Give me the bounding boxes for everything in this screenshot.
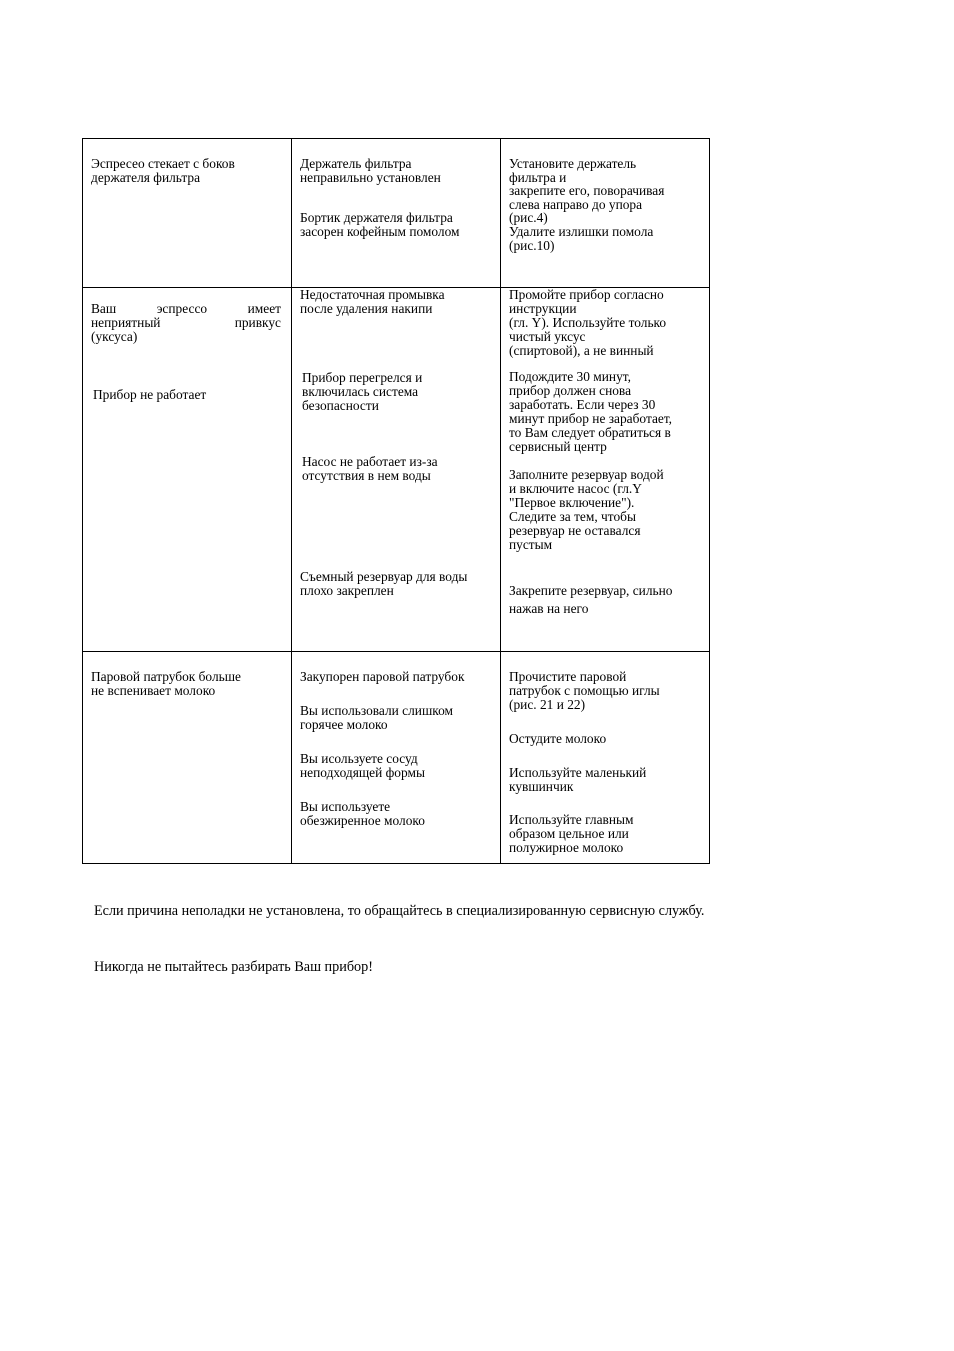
row-divider [83,651,709,652]
disassembly-warning: Никогда не пытайтесь разбирать Ваш прибор! [94,959,373,975]
problem-cell: Прибор не работает [93,387,207,402]
cause-cell: Вы исользуете сосуд неподходящей формы [300,751,425,780]
cause-cell: Насос не работает из-за отсутствия в нем воды [302,454,438,483]
solution-cell: Подождите 30 минут, прибор должен снова заработать. Если через 30 минут прибор не заработает, то Вам следует обратиться в сервисный центр [509,369,673,454]
solution-cell: Используйте главным образом цельное или полужирное молоко [509,812,634,855]
cause-cell: Съемный резервуар для воды плохо закреплен [300,569,468,598]
solution-cell: Используйте маленький кувшинчик [509,765,647,794]
column-divider [500,139,501,863]
solution-cell: Установите держатель фильтра и закрепите его, поворачивая слева направо до упора (рис.4) Удалите излишки помола (рис.10) [509,156,665,253]
problem-cell: Эспресео стекает с боков держателя фильтра [91,156,235,185]
cause-cell: Вы использовали слишком горячее молоко [300,703,454,732]
solution-cell: Остудите молоко [509,731,607,746]
cause-cell: Недостаточная промывка после удаления накипи [300,287,445,316]
cause-cell: Прибор перегрелся и включилась система безопасности [302,370,423,413]
cause-cell: Закупорен паровой патрубок [300,669,465,684]
cause-cell: Держатель фильтра неправильно установлен [300,156,441,185]
cause-cell: Вы используете обезжиренное молоко [300,799,425,828]
solution-cell: Прочистите паровой патрубок с помощью иглы (рис. 21 и 22) [509,669,660,712]
solution-cell: Промойте прибор согласно инструкции (гл. Y). Используйте только чистый уксус (спиртовой), а не винный [509,287,667,358]
problem-cell: Паровой патрубок больше не вспенивает молоко [91,669,241,698]
service-note: Если причина неполадки не установлена, то обращайтесь в специализированную сервисную службу. [94,903,705,919]
problem-cell: Ваш эспрессо имеет неприятный привкус (уксуса) [91,301,281,344]
solution-cell: Закрепите резервуар, сильно нажав на него [509,583,673,616]
column-divider [291,139,292,863]
cause-cell: Бортик держателя фильтра засорен кофейным помолом [300,210,460,239]
solution-cell: Заполните резервуар водой и включите насос (гл.Y "Первое включение"). Следите за тем, чтобы резервуар не оставался пустым [509,467,664,552]
